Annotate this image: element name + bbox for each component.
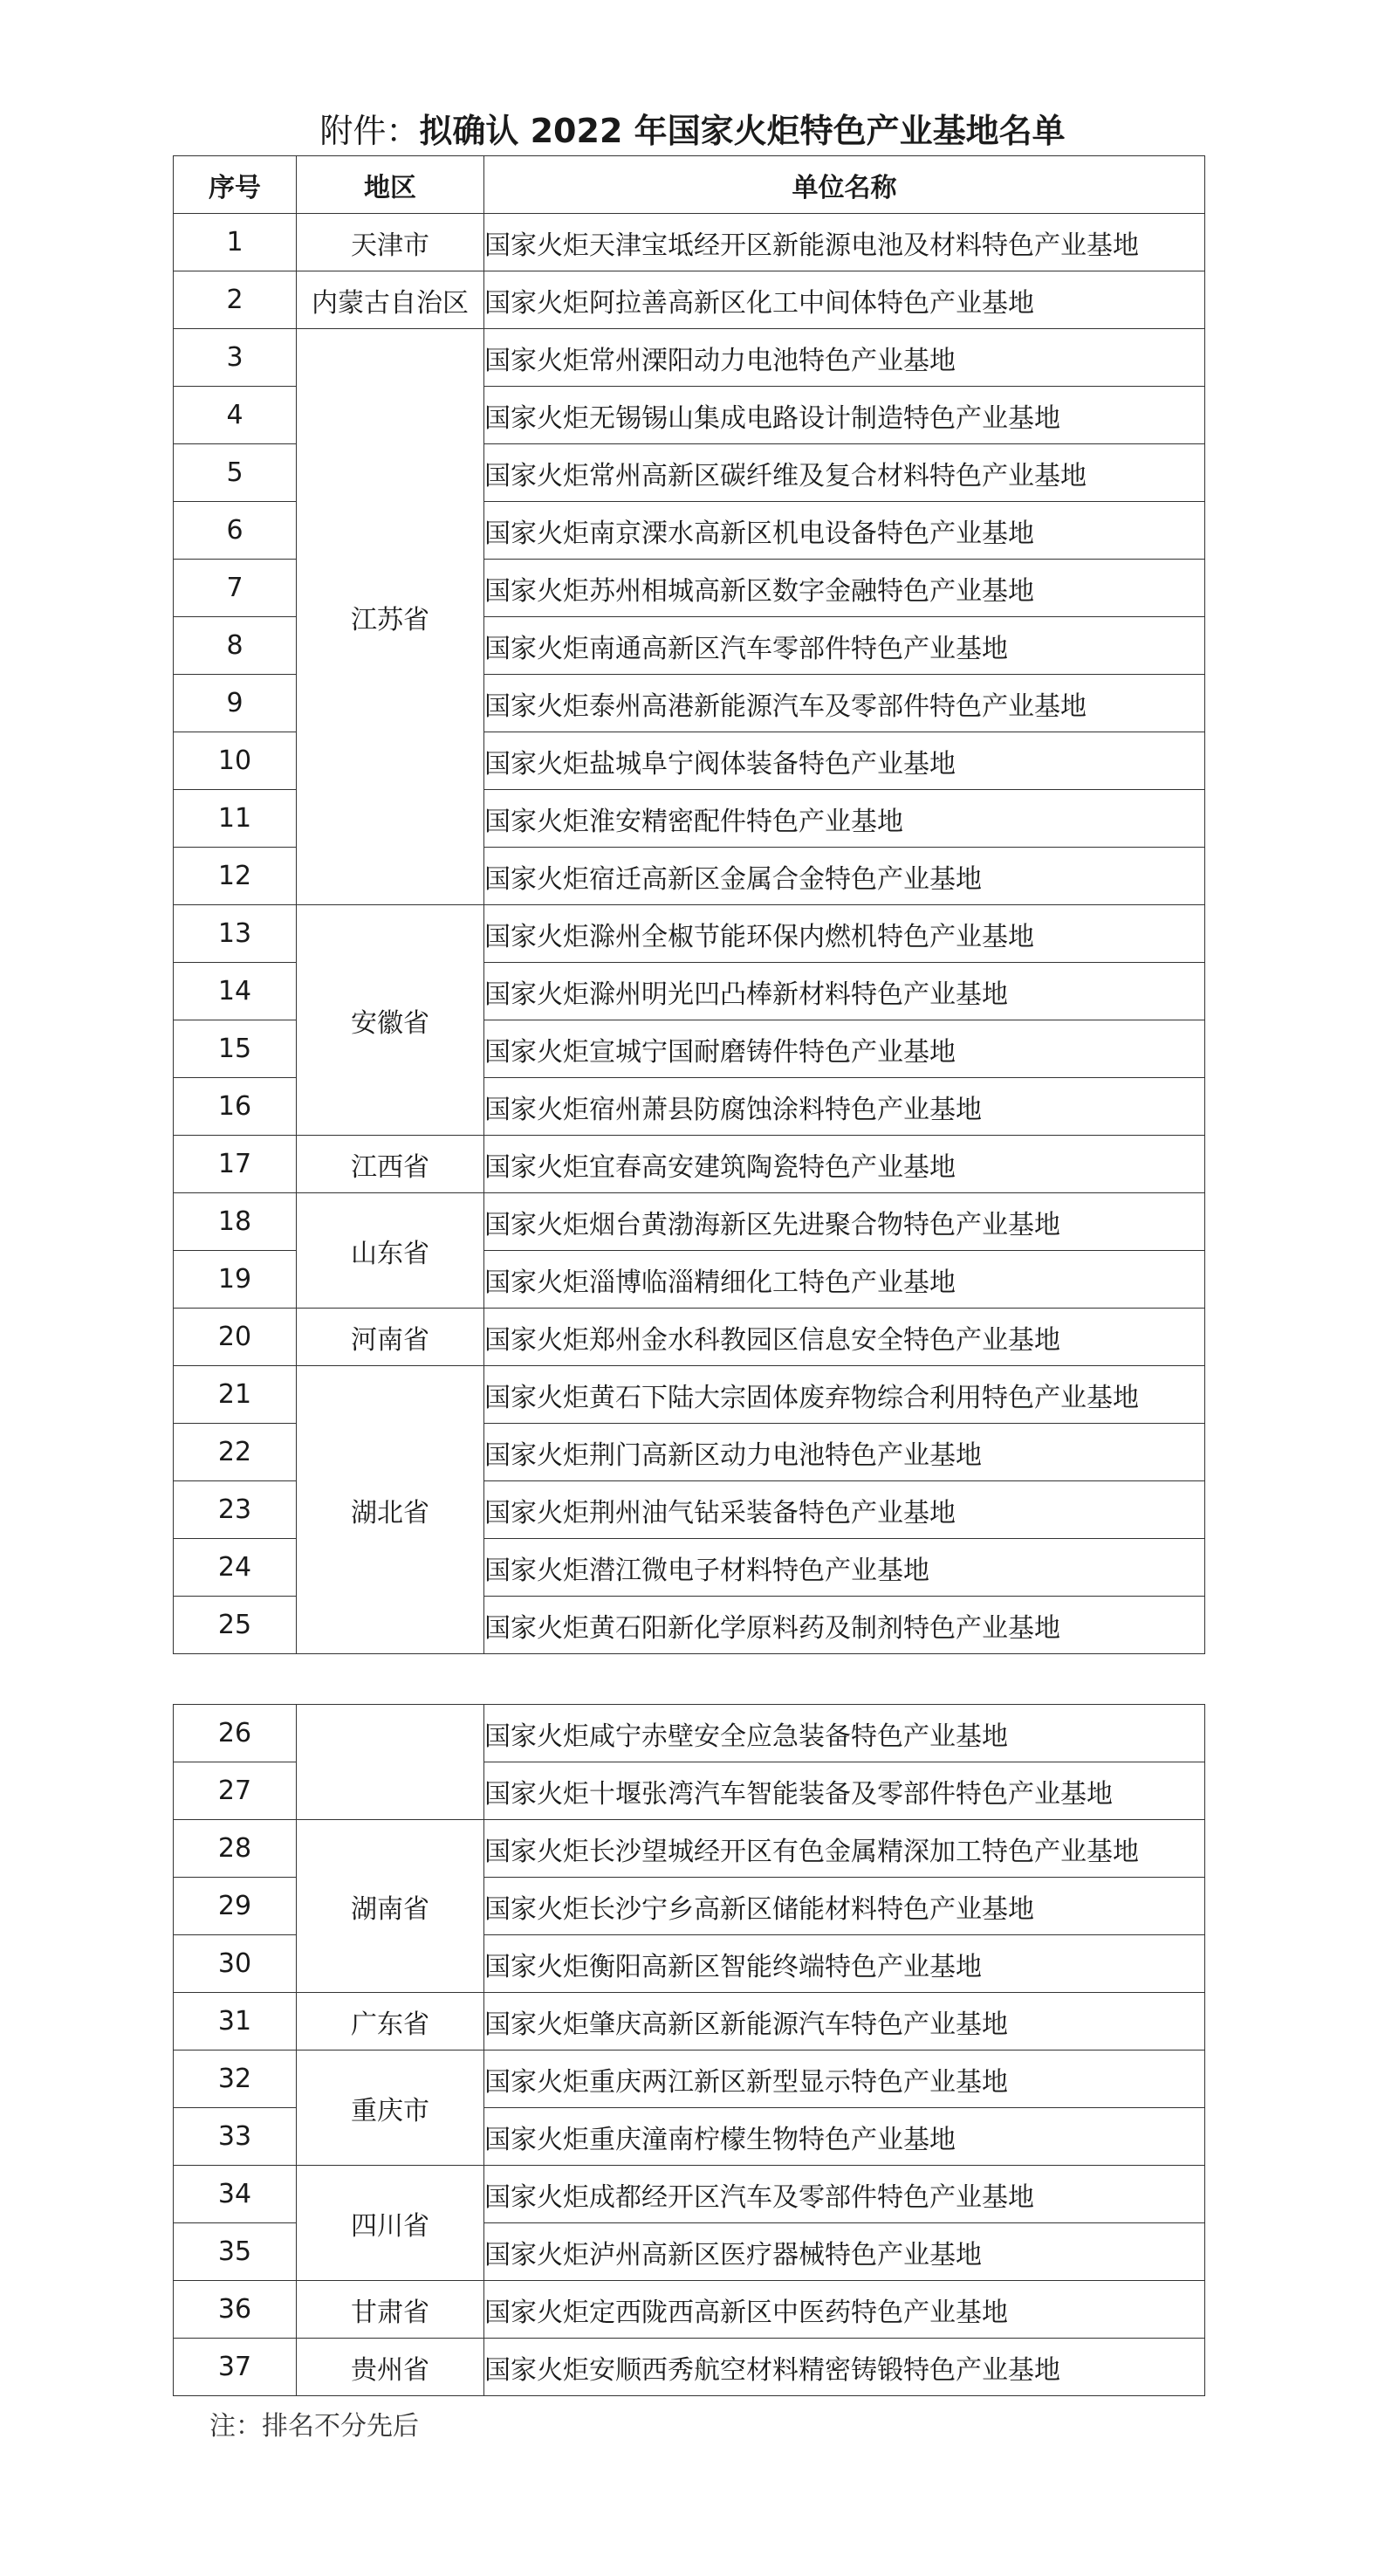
table-row — [174, 1705, 1205, 1762]
base-name-cell: 国家火炬南京溧水高新区机电设备特色产业基地 — [484, 502, 1205, 560]
table-row — [174, 1993, 1205, 2050]
region-cell: 山东省 — [297, 1193, 484, 1309]
row-number: 1 — [174, 214, 297, 271]
base-name-cell: 国家火炬十堰张湾汽车智能装备及零部件特色产业基地 — [484, 1762, 1205, 1820]
row-number: 20 — [174, 1309, 297, 1366]
region-cell: 河南省 — [297, 1309, 484, 1366]
base-name-cell: 国家火炬重庆两江新区新型显示特色产业基地 — [484, 2050, 1205, 2108]
row-number: 14 — [174, 963, 297, 1020]
base-name-cell: 国家火炬荆门高新区动力电池特色产业基地 — [484, 1424, 1205, 1481]
base-name-cell: 国家火炬淄博临淄精细化工特色产业基地 — [484, 1251, 1205, 1309]
row-number: 5 — [174, 444, 297, 502]
base-name-cell: 国家火炬常州溧阳动力电池特色产业基地 — [484, 329, 1205, 387]
base-name-cell: 国家火炬长沙宁乡高新区储能材料特色产业基地 — [484, 1878, 1205, 1935]
row-number: 13 — [174, 905, 297, 963]
row-number: 16 — [174, 1078, 297, 1136]
row-number: 33 — [174, 2108, 297, 2166]
row-number: 23 — [174, 1481, 297, 1539]
row-number: 22 — [174, 1424, 297, 1481]
base-name-cell: 国家火炬南通高新区汽车零部件特色产业基地 — [484, 617, 1205, 675]
base-name-cell: 国家火炬滁州全椒节能环保内燃机特色产业基地 — [484, 905, 1205, 963]
base-name-cell: 国家火炬淮安精密配件特色产业基地 — [484, 790, 1205, 848]
table-row — [174, 1366, 1205, 1424]
base-name-cell: 国家火炬宿州萧县防腐蚀涂料特色产业基地 — [484, 1078, 1205, 1136]
base-name-cell: 国家火炬潜江微电子材料特色产业基地 — [484, 1539, 1205, 1597]
row-number: 26 — [174, 1705, 297, 1762]
base-name-cell: 国家火炬苏州相城高新区数字金融特色产业基地 — [484, 560, 1205, 617]
base-name-cell: 国家火炬泰州高港新能源汽车及零部件特色产业基地 — [484, 675, 1205, 732]
region-cell: 内蒙古自治区 — [297, 271, 484, 329]
table-body-part2 — [174, 1705, 1205, 2396]
row-number: 35 — [174, 2223, 297, 2281]
row-number: 25 — [174, 1597, 297, 1654]
region-cell: 江苏省 — [297, 329, 484, 905]
base-name-cell: 国家火炬成都经开区汽车及零部件特色产业基地 — [484, 2166, 1205, 2223]
title-main: 拟确认 2022 年国家火炬特色产业基地名单 — [419, 112, 1066, 150]
base-name-cell: 国家火炬重庆潼南柠檬生物特色产业基地 — [484, 2108, 1205, 2166]
row-number: 27 — [174, 1762, 297, 1820]
title-prefix: 附件： — [319, 112, 420, 150]
base-name-cell: 国家火炬天津宝坻经开区新能源电池及材料特色产业基地 — [484, 214, 1205, 271]
row-number: 17 — [174, 1136, 297, 1193]
region-cell: 重庆市 — [297, 2050, 484, 2166]
row-number: 36 — [174, 2281, 297, 2339]
region-cell: 天津市 — [297, 214, 484, 271]
region-cell: 安徽省 — [297, 905, 484, 1136]
row-number: 8 — [174, 617, 297, 675]
base-name-cell: 国家火炬荆州油气钻采装备特色产业基地 — [484, 1481, 1205, 1539]
table-body-part1 — [174, 214, 1205, 1654]
table-row — [174, 2281, 1205, 2339]
region-cell: 贵州省 — [297, 2339, 484, 2396]
table-row — [174, 1309, 1205, 1366]
row-number: 31 — [174, 1993, 297, 2050]
base-list-table-part2 — [173, 1704, 1205, 2396]
region-cell: 广东省 — [297, 1993, 484, 2050]
base-name-cell: 国家火炬常州高新区碳纤维及复合材料特色产业基地 — [484, 444, 1205, 502]
row-number: 15 — [174, 1020, 297, 1078]
region-cell: 湖北省 — [297, 1366, 484, 1654]
row-number: 3 — [174, 329, 297, 387]
footnote: 注：排名不分先后 — [209, 2411, 419, 2442]
region-cell — [297, 1705, 484, 1820]
region-cell: 湖南省 — [297, 1820, 484, 1993]
row-number: 34 — [174, 2166, 297, 2223]
row-number: 6 — [174, 502, 297, 560]
base-name-cell: 国家火炬盐城阜宁阀体装备特色产业基地 — [484, 732, 1205, 790]
table-row — [174, 271, 1205, 329]
table-row — [174, 214, 1205, 271]
base-name-cell: 国家火炬长沙望城经开区有色金属精深加工特色产业基地 — [484, 1820, 1205, 1878]
header-no: 序号 — [174, 156, 297, 214]
row-number: 19 — [174, 1251, 297, 1309]
base-name-cell: 国家火炬衡阳高新区智能终端特色产业基地 — [484, 1935, 1205, 1993]
table-row — [174, 2166, 1205, 2223]
row-number: 21 — [174, 1366, 297, 1424]
base-name-cell: 国家火炬宿迁高新区金属合金特色产业基地 — [484, 848, 1205, 905]
row-number: 9 — [174, 675, 297, 732]
header-name: 单位名称 — [484, 156, 1205, 214]
row-number: 37 — [174, 2339, 297, 2396]
base-name-cell: 国家火炬滁州明光凹凸棒新材料特色产业基地 — [484, 963, 1205, 1020]
base-name-cell: 国家火炬阿拉善高新区化工中间体特色产业基地 — [484, 271, 1205, 329]
base-name-cell: 国家火炬无锡锡山集成电路设计制造特色产业基地 — [484, 387, 1205, 444]
table-row — [174, 1820, 1205, 1878]
row-number: 24 — [174, 1539, 297, 1597]
base-name-cell: 国家火炬黄石阳新化学原料药及制剂特色产业基地 — [484, 1597, 1205, 1654]
table-row — [174, 1136, 1205, 1193]
base-name-cell: 国家火炬黄石下陆大宗固体废弃物综合利用特色产业基地 — [484, 1366, 1205, 1424]
base-name-cell: 国家火炬郑州金水科教园区信息安全特色产业基地 — [484, 1309, 1205, 1366]
base-name-cell: 国家火炬泸州高新区医疗器械特色产业基地 — [484, 2223, 1205, 2281]
region-cell: 四川省 — [297, 2166, 484, 2281]
row-number: 12 — [174, 848, 297, 905]
base-name-cell: 国家火炬宣城宁国耐磨铸件特色产业基地 — [484, 1020, 1205, 1078]
row-number: 30 — [174, 1935, 297, 1993]
base-name-cell: 国家火炬定西陇西高新区中医药特色产业基地 — [484, 2281, 1205, 2339]
row-number: 10 — [174, 732, 297, 790]
row-number: 2 — [174, 271, 297, 329]
base-name-cell: 国家火炬咸宁赤壁安全应急装备特色产业基地 — [484, 1705, 1205, 1762]
header-region: 地区 — [297, 156, 484, 214]
base-name-cell: 国家火炬宜春高安建筑陶瓷特色产业基地 — [484, 1136, 1205, 1193]
base-name-cell: 国家火炬烟台黄渤海新区先进聚合物特色产业基地 — [484, 1193, 1205, 1251]
base-name-cell: 国家火炬肇庆高新区新能源汽车特色产业基地 — [484, 1993, 1205, 2050]
row-number: 28 — [174, 1820, 297, 1878]
row-number: 18 — [174, 1193, 297, 1251]
table-row — [174, 905, 1205, 963]
table-row — [174, 2339, 1205, 2396]
row-number: 32 — [174, 2050, 297, 2108]
table-row — [174, 329, 1205, 387]
region-cell: 甘肃省 — [297, 2281, 484, 2339]
row-number: 4 — [174, 387, 297, 444]
base-name-cell: 国家火炬安顺西秀航空材料精密铸锻特色产业基地 — [484, 2339, 1205, 2396]
region-cell: 江西省 — [297, 1136, 484, 1193]
table-row — [174, 1193, 1205, 1251]
row-number: 29 — [174, 1878, 297, 1935]
row-number: 7 — [174, 560, 297, 617]
row-number: 11 — [174, 790, 297, 848]
base-list-table-part1 — [173, 155, 1205, 1654]
table-row — [174, 2050, 1205, 2108]
table-header-row — [174, 156, 1205, 214]
page-title — [0, 106, 1385, 155]
